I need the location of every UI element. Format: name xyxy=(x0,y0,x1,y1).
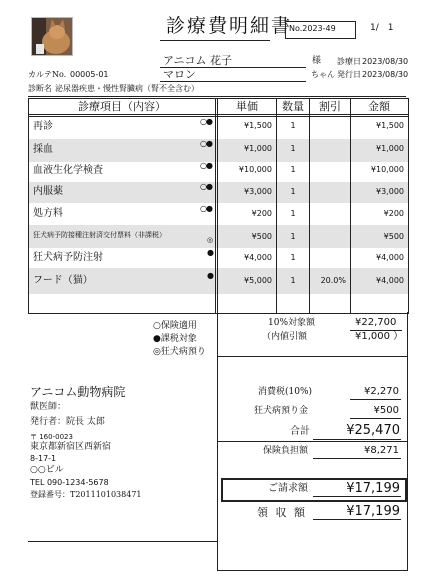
registration-number: 登録番号：T2011101038471 xyxy=(30,490,142,499)
table-row-qty: 1 xyxy=(290,121,296,130)
col-header-qty: 数量 xyxy=(282,100,304,113)
table-row-qty: 1 xyxy=(290,187,296,196)
insurance-label: 保険負担額 xyxy=(263,446,309,456)
billed-value: ¥17,199 xyxy=(346,481,400,496)
owner-name: アニコム 花子 xyxy=(163,54,232,67)
table-row-qty: 1 xyxy=(290,232,296,241)
table-row-qty: 1 xyxy=(290,276,296,285)
clinic-name: アニコム動物病院 xyxy=(30,385,126,399)
table-row-price: ¥3,000 xyxy=(244,187,272,196)
table-row-item: 採血 xyxy=(33,144,53,155)
address-line-1: 東京都新宿区西新宿 xyxy=(30,442,112,452)
document-title: 診療費明細書 xyxy=(166,15,293,37)
col-header-amount: 金額 xyxy=(368,100,390,113)
doc-number: No.2023-49 xyxy=(289,24,336,33)
owner-suffix: 様 xyxy=(312,56,322,66)
table-row-price: ¥1,500 xyxy=(244,121,272,130)
table-row-qty: 1 xyxy=(290,253,296,262)
table-row-discount: 20.0% xyxy=(320,276,346,285)
tax-mark-icon: ○● xyxy=(200,117,212,126)
tax-label: 消費税(10%) xyxy=(258,387,313,397)
table-row-qty: 1 xyxy=(290,209,296,218)
table-row-price: ¥1,000 xyxy=(244,144,272,153)
left-bottom-line xyxy=(28,541,218,542)
pet-name: マロン xyxy=(163,68,196,81)
discount-included-label: （内値引額 xyxy=(262,332,308,342)
rabies-deposit-value: ¥500 xyxy=(373,405,399,416)
table-row-amount: ¥4,000 xyxy=(376,253,404,262)
table-row-amount: ¥500 xyxy=(383,232,404,241)
total-value: ¥25,470 xyxy=(346,423,400,438)
legend-rabies: ◎狂犬病預り xyxy=(153,347,206,357)
table-row-qty: 1 xyxy=(290,144,296,153)
postal-code: 〒 160-0023 xyxy=(30,433,73,441)
rabies-mark-icon: ◎ xyxy=(207,236,213,244)
clinic-tel: TEL 090-1234-5678 xyxy=(30,478,109,487)
address-line-3: ○○ビル xyxy=(30,465,64,475)
tax-mark-icon: ○● xyxy=(200,182,212,191)
table-row-amount: ¥3,000 xyxy=(376,187,404,196)
table-row-item: 狂犬病予防接種注射済交付票料（非課税） xyxy=(33,231,166,239)
received-label: 領 収 額 xyxy=(257,506,307,519)
pet-suffix: ちゃん xyxy=(311,70,335,79)
karte-number: 00005-01 xyxy=(70,70,109,79)
table-row-amount: ¥1,000 xyxy=(376,144,404,153)
insurance-value: ¥8,271 xyxy=(364,445,399,456)
table-row-qty: 1 xyxy=(290,165,296,174)
col-header-price: 単価 xyxy=(236,100,258,113)
table-row-item: 血液生化学検査 xyxy=(33,165,103,176)
diagnosis-label: 診断名 xyxy=(28,84,52,93)
tax-mark-icon: ● xyxy=(207,248,213,257)
billed-label: ご請求額 xyxy=(268,483,308,494)
table-row-item: 内服薬 xyxy=(33,186,63,197)
tax-mark-icon: ● xyxy=(207,271,213,280)
col-header-item: 診療項目（内容） xyxy=(78,100,166,113)
issue-date: 2023/08/30 xyxy=(362,70,409,79)
table-row-item: フード（猫） xyxy=(33,275,93,286)
legend-insurance: ○保険適用 xyxy=(153,321,197,331)
tax-value: ¥2,270 xyxy=(364,386,399,397)
table-row-amount: ¥1,500 xyxy=(376,121,404,130)
table-row-price: ¥5,000 xyxy=(244,276,272,285)
table-row-price: ¥4,000 xyxy=(244,253,272,262)
table-row-price: ¥200 xyxy=(251,209,272,218)
tax-mark-icon: ○● xyxy=(200,161,212,170)
target10-value: ¥22,700 xyxy=(355,317,397,328)
vet-label: 獣医師： xyxy=(30,402,67,412)
visit-date-label: 診療日 xyxy=(337,57,361,66)
table-row-amount: ¥4,000 xyxy=(376,276,404,285)
table-row-item: 再診 xyxy=(33,121,53,132)
visit-date: 2023/08/30 xyxy=(362,57,409,66)
issue-date-label: 発行日 xyxy=(337,70,361,79)
karte-label: カルテNo. xyxy=(28,70,67,79)
rabies-deposit-label: 狂犬病預り金 xyxy=(254,406,309,416)
discount-included-value: ¥1,000 ） xyxy=(355,331,404,342)
diagnosis-text: 泌尿器疾患・慢性腎臓病（腎不全含む） xyxy=(55,84,199,93)
table-row-item: 処方料 xyxy=(33,208,63,219)
table-row-amount: ¥200 xyxy=(383,209,404,218)
issuer: 発行者：院長 太郎 xyxy=(30,417,105,427)
totals-bottom-border xyxy=(217,570,408,571)
target10-label: 10%対象額 xyxy=(268,318,316,328)
address-line-2: 8-17-1 xyxy=(30,454,57,463)
table-row-price: ¥10,000 xyxy=(238,165,272,174)
page-number: 1/ 1 xyxy=(370,23,394,33)
legend-taxable: ●課税対象 xyxy=(153,334,197,344)
tax-mark-icon: ○● xyxy=(200,204,212,213)
received-value: ¥17,199 xyxy=(346,504,400,519)
col-header-discount: 割引 xyxy=(319,100,341,113)
table-row-price: ¥500 xyxy=(251,232,272,241)
total-label: 合計 xyxy=(290,426,310,437)
table-row-amount: ¥10,000 xyxy=(370,165,404,174)
tax-mark-icon: ○● xyxy=(200,139,212,148)
table-row-item: 狂犬病予防注射 xyxy=(33,252,103,263)
